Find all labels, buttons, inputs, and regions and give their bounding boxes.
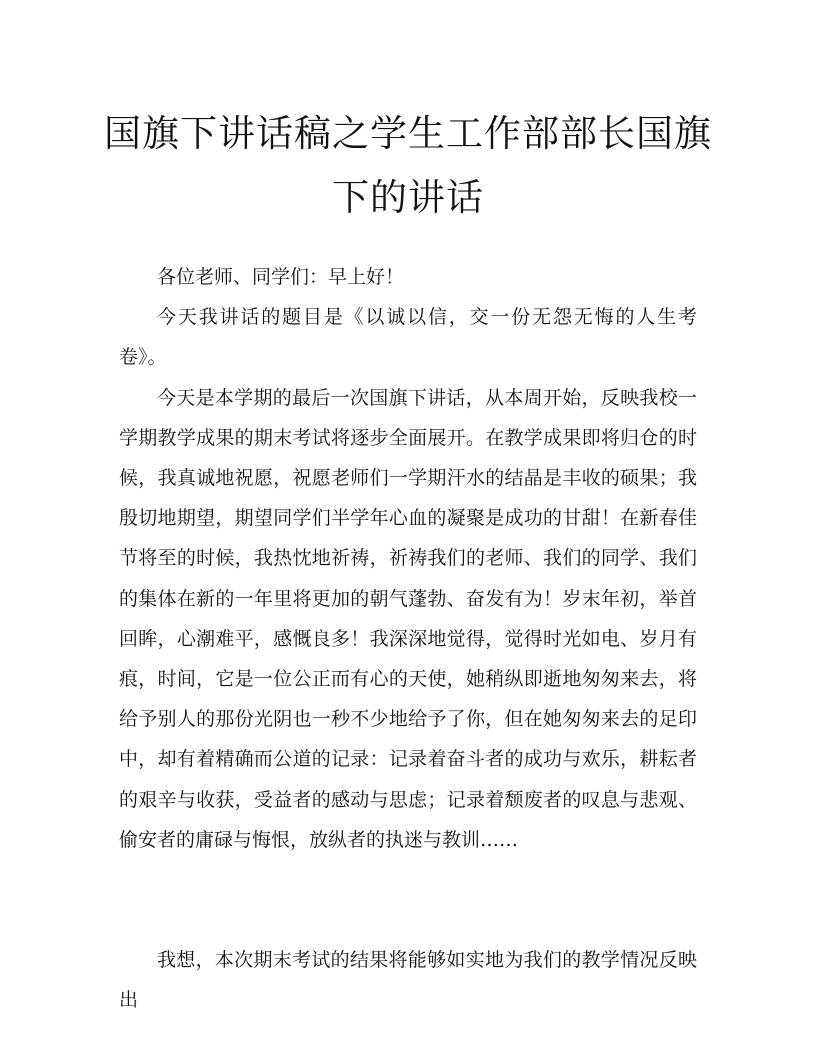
- paragraph-topic: 今天我讲话的题目是《以诚以信，交一份无怨无悔的人生考卷》。: [119, 306, 697, 369]
- paragraph-gap: [119, 860, 697, 940]
- title-line-2: 下的讲话: [332, 176, 484, 219]
- document-title: [100, 102, 716, 230]
- paragraph-greeting: 各位老师、同学们：早上好！: [157, 266, 405, 288]
- paragraph-closing: 我想，本次期末考试的结果将能够如实地为我们的教学情况反映出: [119, 949, 697, 1012]
- title-line-1: 国旗下讲话稿之学生工作部部长国旗: [104, 112, 712, 155]
- document-body: [119, 257, 697, 1020]
- paragraph-main: 今天是本学期的最后一次国旗下讲话，从本周开始，反映我校一学期教学成果的期末考试将逐步全面展开。在教学成果即将归仓的时候，我真诚地祝愿，祝愿老师们一学期汗水的结晶是丰收的硕果；我殷切地期望，期望同学们半学年心血的凝聚是成功的甘甜！在新春佳节将至的时候，我热忱地祈祷，祈祷我们的老师、我们的同学、我们的集体在新的一年里将更加的朝气蓬勃、奋发有为！岁末年初，举首回眸，心潮难平，感慨良多！我深深地觉得，觉得时光如电、岁月有痕，时间，它是一位公正而有心的天使，她稍纵即逝地匆匆来去，将给予别人的那份光阴也一秒不少地给予了你，但在她匆匆来去的足印中，却有着精确而公道的记录：记录着奋斗者的成功与欢乐，耕耘者的艰辛与收获，受益者的感动与思虑；记录着颓废者的叹息与悲观、偷安者的庸碌与悔恨，放纵者的执迷与教训……: [119, 386, 697, 851]
